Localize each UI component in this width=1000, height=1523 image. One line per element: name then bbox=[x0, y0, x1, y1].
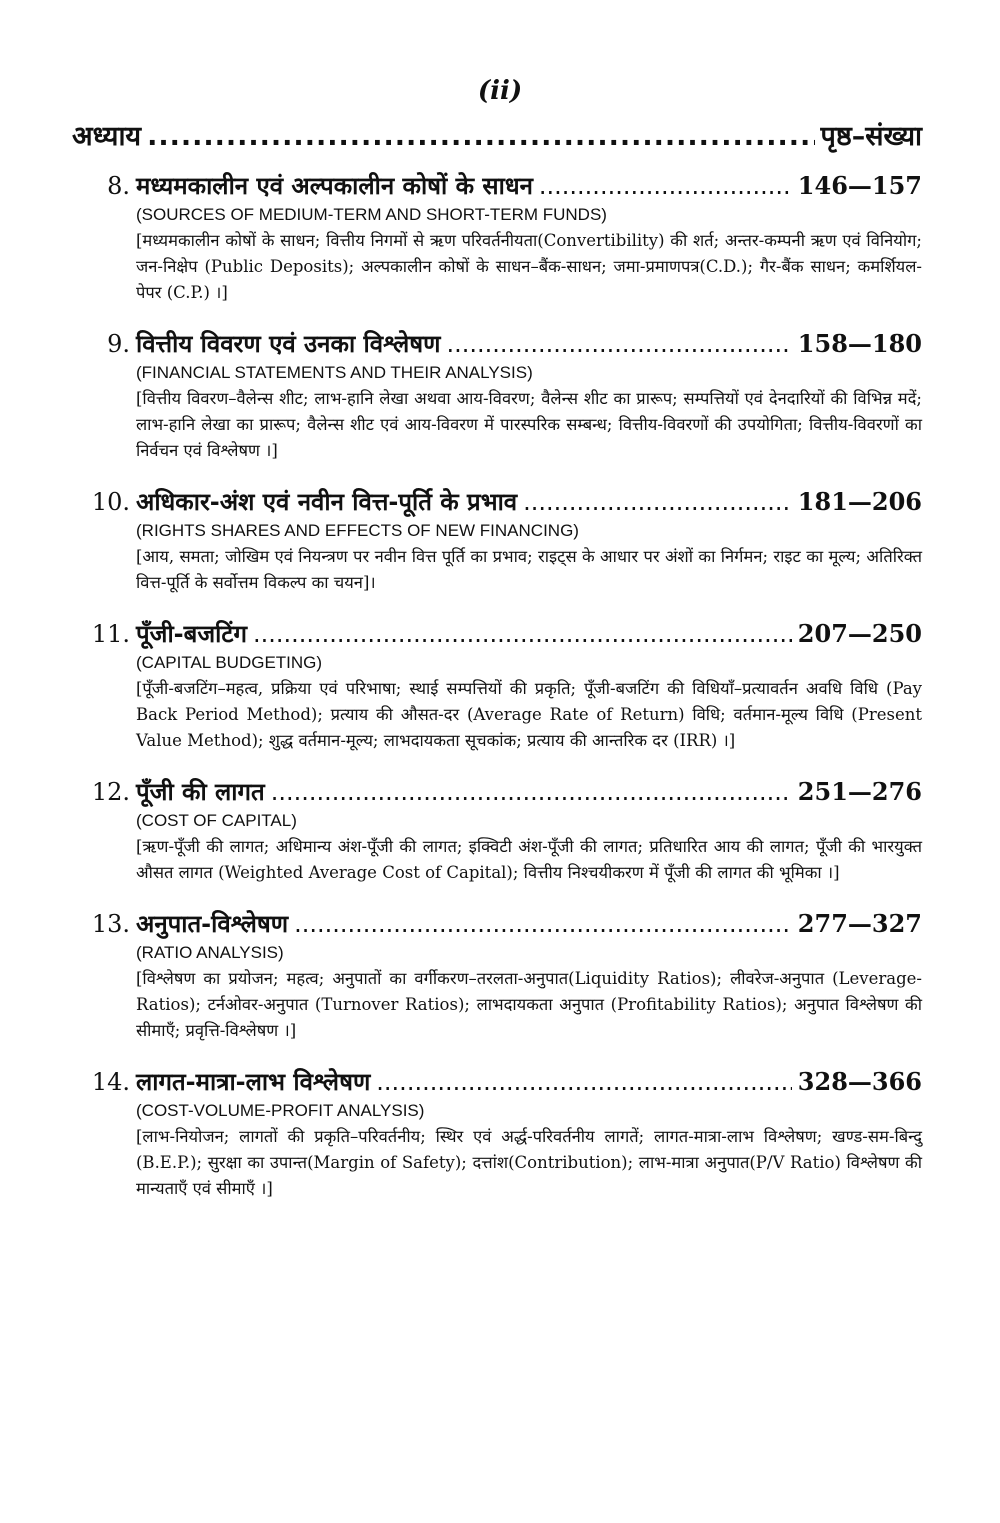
dot-leader bbox=[446, 328, 791, 360]
toc-entry bbox=[72, 1066, 922, 1202]
entry-heading bbox=[72, 486, 922, 518]
dot-leader bbox=[147, 121, 814, 152]
dot-leader bbox=[523, 486, 792, 518]
toc-header bbox=[72, 116, 922, 153]
page-range: 158—180 bbox=[797, 329, 922, 358]
entry-heading bbox=[72, 1066, 922, 1098]
page-range: 251—276 bbox=[797, 777, 922, 806]
chapter-subtitle-english: (CAPITAL BUDGETING) bbox=[136, 653, 323, 672]
page-column-label: पृष्ठ–संख्या bbox=[820, 121, 922, 152]
toc-entry bbox=[72, 486, 922, 596]
chapter-number: 8. bbox=[107, 172, 130, 200]
entry-heading bbox=[72, 776, 922, 808]
chapter-title: लागत-मात्रा-लाभ विश्लेषण bbox=[136, 1068, 371, 1096]
chapter-number: 14. bbox=[91, 1068, 130, 1096]
chapter-title: अनुपात-विश्लेषण bbox=[136, 910, 289, 938]
chapter-title: पूँजी-बजटिंग bbox=[136, 620, 247, 648]
chapter-number: 10. bbox=[91, 488, 130, 516]
chapter-subtitle-english: (RIGHTS SHARES AND EFFECTS OF NEW FINANCING) bbox=[136, 521, 579, 540]
toc-entries bbox=[72, 170, 922, 1224]
chapter-description: [ऋण-पूँजी की लागत; अधिमान्य अंश-पूँजी की लागत; इक्विटी अंश-पूँजी की लागत; प्रतिधारित आय की लागत; पूँजी की भारयुक्त औसत लागत (Weighted Average Cost of Capital); वित्तीय निश्चयीकरण में पूँजी की लागत की भूमिका ।] bbox=[136, 837, 922, 882]
chapter-description: [वित्तीय विवरण–वैलेन्स शीट; लाभ-हानि लेखा अथवा आय-विवरण; वैलेन्स शीट का प्रारूप; सम्पत्तियों एवं देनदारियों की विभिन्न मदें; लाभ-हानि लेखा का प्रारूप; वैलेन्स शीट एवं आय-विवरण में पारस्परिक सम्बन्ध; वित्तीय-विवरणों की उपयोगिता; वित्तीय-विवरणों का निर्वचन एवं विश्लेषण ।] bbox=[136, 389, 922, 460]
chapter-number: 12. bbox=[91, 778, 130, 806]
chapter-title: मध्यमकालीन एवं अल्पकालीन कोषों के साधन bbox=[136, 172, 533, 200]
chapter-number: 9. bbox=[107, 330, 130, 358]
page-range: 277—327 bbox=[797, 909, 922, 938]
dot-leader bbox=[253, 618, 792, 650]
chapter-title: पूँजी की लागत bbox=[136, 778, 265, 806]
entry-heading bbox=[72, 328, 922, 360]
chapter-subtitle-english: (COST-VOLUME-PROFIT ANALYSIS) bbox=[136, 1101, 425, 1120]
chapter-description: [लाभ-नियोजन; लागतों की प्रकृति–परिवर्तनीय; स्थिर एवं अर्द्ध-परिवर्तनीय लागतें; लागत-मात्रा-लाभ विश्लेषण; खण्ड-सम-बिन्दु (B.E.P.); सुरक्षा का उपान्त(Margin of Safety); दत्तांश(Contribution); लाभ-मात्रा अनुपात(P/V Ratio) विश्लेषण की मान्यताएँ एवं सीमाएँ ।] bbox=[136, 1127, 922, 1198]
page-range: 328—366 bbox=[797, 1067, 922, 1096]
toc-entry bbox=[72, 328, 922, 464]
chapter-title: वित्तीय विवरण एवं उनका विश्लेषण bbox=[136, 330, 441, 358]
chapter-number: 13. bbox=[91, 910, 130, 938]
toc-entry bbox=[72, 908, 922, 1044]
dot-leader bbox=[271, 776, 792, 808]
entry-heading bbox=[72, 618, 922, 650]
chapter-description: [विश्लेषण का प्रयोजन; महत्व; अनुपातों का वर्गीकरण–तरलता-अनुपात(Liquidity Ratios); लीवरेज-अनुपात (Leverage-Ratios); टर्नओवर-अनुपात (Turnover Ratios); लाभदायकता अनुपात (Profitability Ratios); अनुपात विश्लेषण की सीमाएँ; प्रवृत्ति-विश्लेषण ।] bbox=[136, 969, 922, 1040]
chapter-description: [आय, समता; जोखिम एवं नियन्त्रण पर नवीन वित्त पूर्ति का प्रभाव; राइट्स के आधार पर अंशों का निर्गमन; राइट का मूल्य; अतिरिक्त वित्त-पूर्ति के सर्वोत्तम विकल्प का चयन]। bbox=[136, 547, 922, 592]
page-range: 207—250 bbox=[797, 619, 922, 648]
chapter-description: [मध्यमकालीन कोषों के साधन; वित्तीय निगमों से ऋण परिवर्तनीयता(Convertibility) की शर्त; अन्तर-कम्पनी ऋण एवं विनियोग; जन-निक्षेप (Public Deposits); अल्पकालीन कोषों के साधन–बैंक-साधन; जमा-प्रमाणपत्र(C.D.); गैर-बैंक साधन; कमर्शियल-पेपर (C.P.) ।] bbox=[136, 231, 922, 302]
chapter-subtitle-english: (FINANCIAL STATEMENTS AND THEIR ANALYSIS) bbox=[136, 363, 533, 382]
chapter-description: [पूँजी-बजटिंग–महत्व, प्रक्रिया एवं परिभाषा; स्थाई सम्पत्तियों की प्रकृति; पूँजी-बजटिंग की विधियाँ–प्रत्यावर्तन अवधि विधि (Pay Back Period Method); प्रत्याय की औसत-दर (Average Rate of Return) विधि; वर्तमान-मूल्य विधि (Present Value Method); शुद्ध वर्तमान-मूल्य; लाभदायकता सूचकांक; प्रत्याय की आन्तरिक दर (IRR) ।] bbox=[136, 679, 922, 750]
page-range: 181—206 bbox=[797, 487, 922, 516]
toc-entry bbox=[72, 170, 922, 306]
page-number: (ii) bbox=[477, 76, 523, 106]
page-range: 146—157 bbox=[797, 171, 922, 200]
chapter-subtitle-english: (RATIO ANALYSIS) bbox=[136, 943, 284, 962]
dot-leader bbox=[376, 1066, 792, 1098]
dot-leader bbox=[539, 170, 792, 202]
entry-heading bbox=[72, 170, 922, 202]
toc-entry bbox=[72, 618, 922, 754]
chapter-subtitle-english: (COST OF CAPITAL) bbox=[136, 811, 297, 830]
toc-entry bbox=[72, 776, 922, 886]
chapter-column-label: अध्याय bbox=[72, 121, 142, 152]
chapter-number: 11. bbox=[91, 620, 130, 648]
entry-heading bbox=[72, 908, 922, 940]
chapter-subtitle-english: (SOURCES OF MEDIUM-TERM AND SHORT-TERM FUNDS) bbox=[136, 205, 607, 224]
dot-leader bbox=[294, 908, 792, 940]
chapter-title: अधिकार-अंश एवं नवीन वित्त-पूर्ति के प्रभाव bbox=[136, 488, 518, 516]
